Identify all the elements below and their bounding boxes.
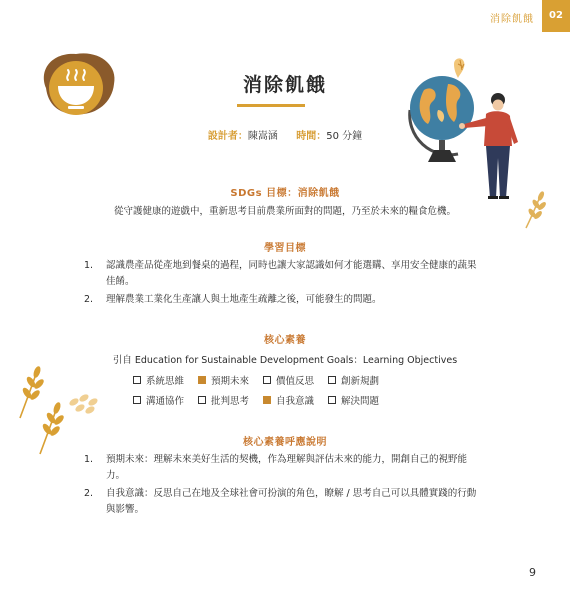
designer-name: 陳嵩涵 (247, 131, 278, 142)
page-tab: 02 (542, 0, 570, 32)
checkbox-collaboration: 溝通協作 (133, 393, 184, 407)
list-item-number: 2. (84, 294, 94, 305)
list-item-text: 認識農產品從產地到餐桌的過程，同時也讓大家認識如何才能選購、享用安全健康的蔬果佳餚。 (106, 260, 477, 287)
time-value: 50 分鐘 (326, 131, 363, 142)
list-item-text: 理解農業工業化生產讓人與土地產生疏離之後，可能發生的問題。 (106, 294, 382, 305)
checkbox-anticipatory: 預期未來 (198, 373, 249, 387)
competency-heading: 核心素養 (264, 335, 306, 346)
sdgs-text: 從守護健康的遊戲中，重新思考目前農業所面對的問題，乃至於未來的糧食危機。 (113, 206, 456, 217)
page-number: 9 (529, 566, 536, 579)
checkbox-innovation: 創新規劃 (328, 373, 379, 387)
checklist-row (133, 370, 453, 390)
time-label: 時間： (296, 131, 327, 142)
checkbox-values: 價值反思 (263, 373, 314, 387)
checkbox-checked-icon (263, 396, 271, 404)
explain-heading: 核心素養呼應說明 (243, 437, 327, 448)
list-item-number: 2. (84, 488, 94, 499)
explain-list (84, 452, 484, 520)
list-item-number: 1. (84, 260, 94, 271)
header-section-title: 消除飢餓 (490, 14, 534, 25)
list-item (84, 258, 484, 290)
learning-list (84, 258, 484, 310)
learning-heading: 學習目標 (264, 243, 306, 254)
checkbox-icon (133, 376, 141, 384)
list-item-text: 自我意識：反思自己在地及全球社會可扮演的角色，瞭解 / 思考自己可以具體實踐的行動與影響。 (106, 488, 477, 515)
competency-source: 引自 Education for Sustainable Development Goals：Learning Objectives (112, 355, 458, 366)
checkbox-problem-solving: 解決問題 (328, 393, 379, 407)
list-item (84, 486, 484, 518)
checkbox-checked-icon (198, 376, 206, 384)
checkbox-icon (328, 376, 336, 384)
designer-label: 設計者： (207, 131, 248, 142)
page-title: 消除飢餓 (242, 74, 327, 96)
checkbox-icon (328, 396, 336, 404)
checklist-row (133, 390, 453, 410)
list-item (84, 452, 484, 484)
list-item-number: 1. (84, 454, 94, 465)
checkbox-icon (263, 376, 271, 384)
checkbox-icon (133, 396, 141, 404)
checkbox-systems-thinking: 系統思維 (133, 373, 184, 387)
sdgs-heading: SDGs 目標：消除飢餓 (230, 188, 340, 199)
list-item-text: 預期未來：理解未來美好生活的契機，作為理解與評估未來的能力，開創自己的視野能力。 (106, 454, 468, 481)
title-underline (237, 104, 305, 107)
checkbox-icon (198, 396, 206, 404)
wheat-grains-icon (66, 390, 102, 416)
list-item (84, 292, 484, 308)
competency-checklist (133, 370, 453, 410)
globe-illustration (398, 50, 528, 200)
checkbox-self-awareness: 自我意識 (263, 393, 314, 407)
checkbox-critical-thinking: 批判思考 (198, 393, 249, 407)
